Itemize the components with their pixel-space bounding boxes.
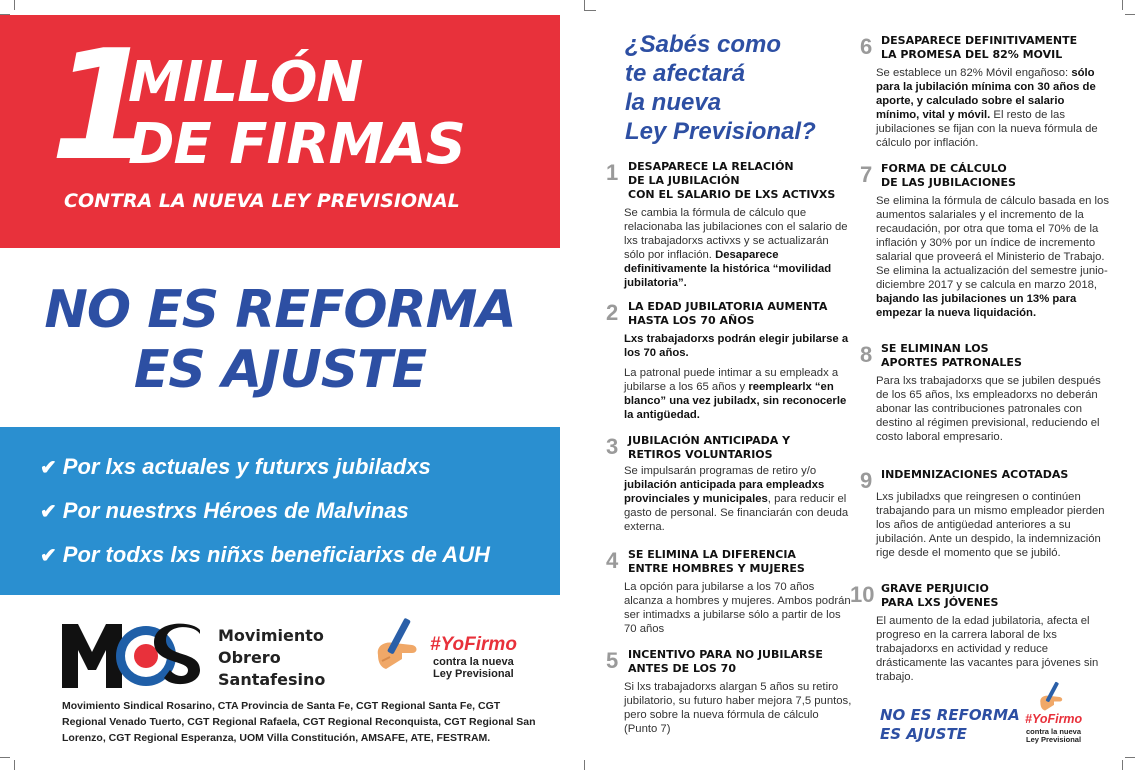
item-title: FORMA DE CÁLCULO DE LAS JUBILACIONES	[881, 162, 1016, 189]
item-number: 9	[860, 468, 873, 493]
item-body: Se elimina la fórmula de cálculo basada en los aumentos salariales y el incremento de la recaudación, por otra que toma el 70% de la inflación y 30% por un índice de incremento salarial que proveerá el Ministerio de Trabajo. Se elimina la actualización del semestre junio-diciembre 2017 y se calcula en marzo 2018, bajando las jubilaciones un 13% para empezar la nueva liquidación.	[876, 195, 1109, 319]
footer-slogan: NO ES REFORMA ES AJUSTE	[880, 706, 1020, 743]
footer-hashtag: #YoFirmo	[1025, 712, 1083, 726]
organizations-list: Movimiento Sindical Rosarino, CTA Provincia de Santa Fe, CGT Regional Santa Fe, CGT Regional Venado Tuerto, CGT Regional Rafaela, CGT Regional Reconquista, CGT Regional San Lorenzo, CGT Regional Esperanza, UOM Villa Constitución, AMSAFE, ATE, FESTRAM.	[62, 700, 536, 744]
item-title: JUBILACIÓN ANTICIPADA Y RETIROS VOLUNTARIOS	[628, 434, 791, 461]
hashtag: #YoFirmo	[430, 634, 517, 655]
item-body: Si lxs trabajadorxs alargan 5 años su retiro jubilatorio, su futuro haber mejora 7,5 puntos, pero sobre la nueva fórmula de cálculo (Punto 7)	[624, 681, 852, 735]
item-number: 3	[606, 434, 619, 459]
item-body: Se impulsarán programas de retiro y/o jubilación anticipada para empleadxs provinciales y municipales, para reducir el gasto de personal. Se financiarán con deuda externa.	[624, 465, 849, 533]
bullet-item: ✔ Por nuestrxs Héroes de Malvinas	[40, 498, 409, 523]
headline-number: 1	[50, 17, 148, 194]
crop-mark	[14, 760, 15, 770]
item-body: La opción para jubilarse a los 70 años alcanza a hombres y mujeres. Ambos podrán ser intimadxs a jubilarse sólo a partir de los 70 años	[624, 581, 851, 635]
crop-mark	[584, 0, 585, 10]
item-number: 2	[606, 300, 619, 325]
question-heading: ¿Sabés como te afectará la nueva Ley Previsional?	[625, 31, 816, 145]
item-body: La patronal puede intimar a su empleadx a jubilarse a los 65 años y reemplearlx “en blanco” una vez jubiladx, sin reconocerle la antigüedad.	[624, 367, 847, 421]
item-number: 8	[860, 342, 873, 367]
hashtag-subtitle: Ley Previsional	[433, 668, 514, 680]
item-body: Se establece un 82% Móvil engañoso: sólo para la jubilación mínima con 30 años de aporte, y calculado sobre el salario mínimo, vital y móvil. El resto de las jubilaciones se fijan con la nueva fórmula de cálculo por inflación.	[876, 67, 1098, 149]
item-body: Para lxs trabajadorxs que se jubilen después de los 65 años, lxs empleadorxs no deberán abonar las contribuciones patronales con destino al régimen previsional, reduciendo el costo laboral empresario.	[876, 375, 1101, 443]
item-number: 6	[860, 34, 873, 59]
crop-mark	[1122, 760, 1123, 770]
hand-pen-icon	[372, 615, 432, 675]
crop-mark	[1125, 757, 1135, 758]
item-title: SE ELIMINA LA DIFERENCIA ENTRE HOMBRES Y MUJERES	[628, 548, 805, 575]
item-number: 1	[606, 160, 619, 185]
hashtag-subtitle: contra la nueva	[433, 656, 514, 668]
slogan-line1: NO ES REFORMA	[44, 280, 516, 340]
item-title: INDEMNIZACIONES ACOTADAS	[881, 468, 1069, 481]
item-title: DESAPARECE DEFINITIVAMENTE LA PROMESA DEL 82% MOVIL	[881, 34, 1078, 61]
item-body: Lxs jubiladxs que reingresen o continúen trabajando para un mismo empleador pierden los años de antigüedad anteriores a su jubilación. Ante un despido, la indemnización rige desde el momento que se jubiló.	[876, 491, 1105, 559]
crop-mark	[0, 757, 10, 758]
headline-line1: MILLÓN	[128, 50, 363, 115]
crop-mark	[14, 0, 15, 10]
item-title: DESAPARECE LA RELACIÓN DE LA JUBILACIÓN CON EL SALARIO DE LXS ACTIVXS	[628, 160, 836, 201]
item-number: 5	[606, 648, 619, 673]
item-body: Lxs trabajadorxs podrán elegir jubilarse a los 70 años.	[624, 333, 849, 359]
item-body: El aumento de la edad jubilatoria, afecta el progreso en la carrera laboral de lxs trabajadorxs en actividad y reduce drásticamente las vacantes para jóvenes sin trabajo.	[876, 615, 1099, 683]
item-number: 7	[860, 162, 873, 187]
footer-hashtag-subtitle: Ley Previsional	[1026, 735, 1082, 744]
slogan-line2: ES AJUSTE	[133, 340, 427, 400]
item-number: 10	[850, 582, 875, 607]
bullet-item: ✔ Por lxs actuales y futurxs jubiladxs	[40, 454, 431, 479]
crop-mark	[584, 760, 585, 770]
bullet-item: ✔ Por todxs lxs niñxs beneficiarixs de AUH	[40, 542, 490, 567]
crop-mark	[584, 10, 596, 11]
headline-subtitle: CONTRA LA NUEVA LEY PREVISIONAL	[64, 190, 460, 212]
crop-mark	[1125, 14, 1135, 15]
item-title: LA EDAD JUBILATORIA AUMENTA HASTA LOS 70 AÑOS	[628, 300, 828, 327]
item-title: SE ELIMINAN LOS APORTES PATRONALES	[881, 342, 1022, 369]
check-icon: ✔	[40, 457, 57, 479]
check-icon: ✔	[40, 501, 57, 523]
hand-pen-icon	[1036, 680, 1072, 714]
footer-hashtag-subtitle: contra la nueva	[1026, 727, 1082, 736]
item-title: INCENTIVO PARA NO JUBILARSE ANTES DE LOS 70	[628, 648, 823, 675]
item-body: Se cambia la fórmula de cálculo que relacionaba las jubilaciones con el salario de lxs trabajadorxs activxs y se actualizarán sólo por inflación. Desaparece definitivamente la histórica “movilidad jubilatoria”.	[624, 207, 848, 289]
org-name: Movimiento Obrero Santafesino	[218, 626, 326, 689]
item-number: 4	[606, 548, 619, 573]
crop-mark	[1122, 0, 1123, 10]
mos-logo	[62, 620, 212, 688]
check-icon: ✔	[40, 545, 57, 567]
headline-line2: DE FIRMAS	[128, 112, 465, 177]
item-title: GRAVE PERJUICIO PARA LXS JÓVENES	[881, 582, 999, 609]
